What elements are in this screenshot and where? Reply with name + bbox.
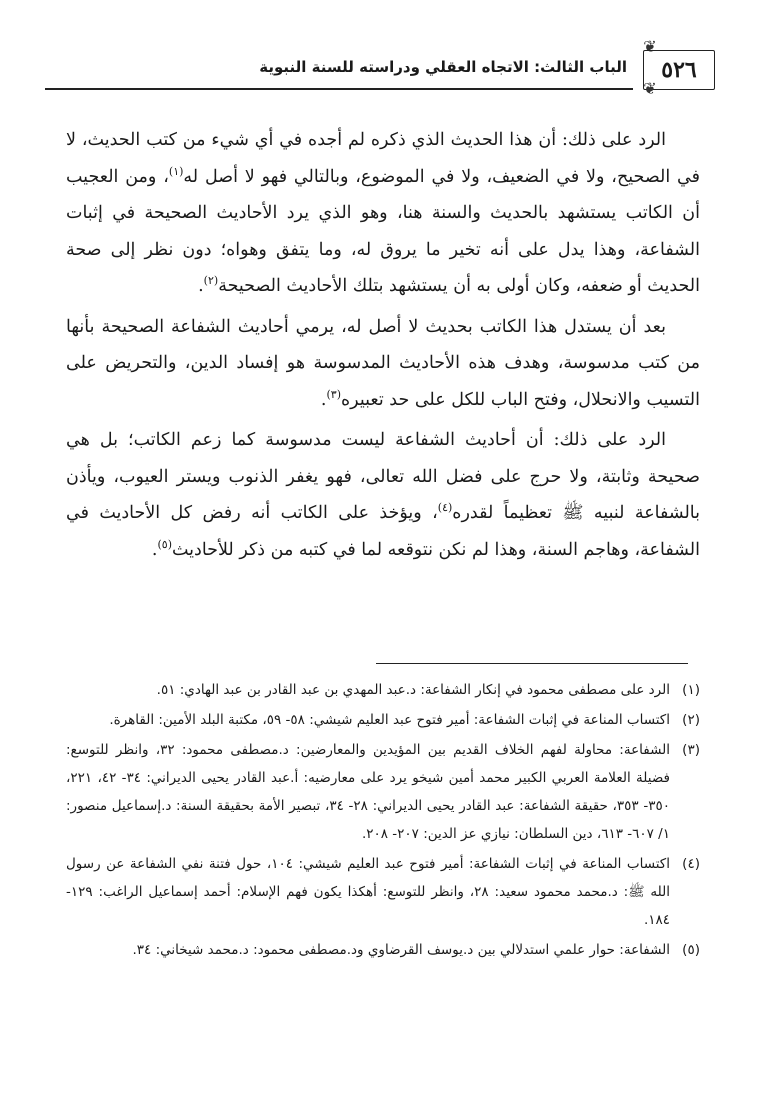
footnote-ref: (١) xyxy=(168,164,184,178)
flourish-ornament-icon: ❦ xyxy=(643,79,657,98)
footnote-number: (٤) xyxy=(682,856,700,872)
footnote-ref: (٢) xyxy=(203,274,219,288)
footnote xyxy=(66,676,700,704)
footnote-text: الشفاعة: محاولة لفهم الخلاف القديم بين المؤيدين والمعارضين: د.مصطفى محمود: ٣٢، وانظر للتوسع: فضيلة العلامة العربي الكبير محمد أمين شيخو يرد على معارضيه: أ.عبد القادر يحيى الديراني: ٣٤- ٤٢، ٢٢١، ٣٥٠- ٣٥٣، حقيقة الشفاعة: عبد القادر يحيى الديراني: ٢٨- ٣٤، تبصير الأمة بحقيقة السنة: د.إسماعيل منصور: ١/ ٦٠٧- ٦١٣، دين السلطان: نيازي عز الدين: ٢٠٧- ٢٠٨. xyxy=(66,742,670,842)
footnotes xyxy=(66,676,700,966)
paragraph-end: . xyxy=(320,389,327,410)
footnote xyxy=(66,706,700,734)
footnote-text: اكتساب المناعة في إثبات الشفاعة: أمير فتوح عبد العليم شيشي: ٥٨- ٥٩، مكتبة البلد الأمين: القاهرة. xyxy=(109,712,670,728)
footnote-number: (١) xyxy=(682,682,700,698)
paragraph-text: الرد على ذلك: أن أحاديث الشفاعة ليست مدسوسة كما زعم الكاتب؛ بل هي صحيحة وثابتة، ولا حرج على فضل الله تعالى، فهو يغفر الذنوب ويستر العيوب، ويأذن بالشفاعة لنبيه ﷺ تعظيماً لقدره xyxy=(66,430,700,523)
footnote-ref: (٤) xyxy=(437,501,453,515)
paragraph xyxy=(66,122,700,305)
footnote-number: (٥) xyxy=(682,942,700,958)
paragraph-text: الرد على ذلك: أن هذا الحديث الذي ذكره لم أجده في أي شيء من كتب الحديث، لا في الصحيح، ولا في الضعيف، ولا في الموضوع، وبالتالي فهو لا أصل له xyxy=(66,130,700,187)
footnote xyxy=(66,850,700,934)
footnote-text: الشفاعة: حوار علمي استدلالي بين د.يوسف القرضاوي ود.مصطفى محمود: د.محمد شيخاني: ٣٤. xyxy=(132,942,670,958)
main-text xyxy=(66,122,700,572)
paragraph-text: بعد أن يستدل هذا الكاتب بحديث لا أصل له، يرمي أحاديث الشفاعة الصحيحة بأنها من كتب مدسوسة، وهدف هذه الأحاديث المدسوسة هو إفساد الدين، والتحريض على التسيب والانحلال، وفتح الباب للكل على حد تعبيره xyxy=(66,316,700,410)
paragraph-end: . xyxy=(198,276,204,296)
page-number: ٥٢٦ xyxy=(661,57,697,83)
footnote-text: الرد على مصطفى محمود في إنكار الشفاعة: د.عبد المهدي بن عبد القادر بن عبد الهادي: ٥١. xyxy=(156,682,670,698)
paragraph-text: ، ويؤخذ على الكاتب أنه رفض كل الأحاديث في الشفاعة، وهاجم السنة، وهذا لم نكن نتوقعه لما في كتبه من ذكر للأحاديث xyxy=(66,503,700,560)
flourish-ornament-icon: ❦ xyxy=(643,37,657,56)
footnote-number: (٢) xyxy=(682,712,700,728)
footnote-text: اكتساب المناعة في إثبات الشفاعة: أمير فتوح عبد العليم شيشي: ١٠٤، حول فتنة نفي الشفاعة عن رسول الله ﷺ: د.محمد محمود سعيد: ٢٨، وانظر للتوسع: أهكذا يكون فهم الإسلام: أحمد إسماعيل الراغب: ١٢٩- ١٨٤. xyxy=(66,856,671,928)
footnote-ref: (٣) xyxy=(326,387,341,401)
footnote-ref: (٥) xyxy=(157,537,172,551)
header-rule xyxy=(45,88,633,90)
footnote xyxy=(66,736,700,848)
paragraph xyxy=(66,309,700,419)
page-header xyxy=(45,37,715,102)
footnote xyxy=(66,936,700,964)
footnote-separator xyxy=(376,663,688,664)
paragraph-text: ، ومن العجيب أن الكاتب يستشهد بالحديث والسنة هنا، وهو الذي يرد الأحاديث الصحيحة في إثبات الشفاعة، وهذا يدل على أنه تخير ما يروق له، وما يتفق وهواه؛ دون نظر إلى صحة الحديث أو ضعفه، وكان أولى به أن يستشهد بتلك الأحاديث الصحيحة xyxy=(66,166,700,296)
footnote-number: (٣) xyxy=(682,742,700,758)
paragraph xyxy=(66,422,700,568)
paragraph-end: . xyxy=(151,539,158,560)
running-title: الباب الثالث: الاتجاه العقلي ودراسته للسنة النبوية xyxy=(259,58,627,76)
